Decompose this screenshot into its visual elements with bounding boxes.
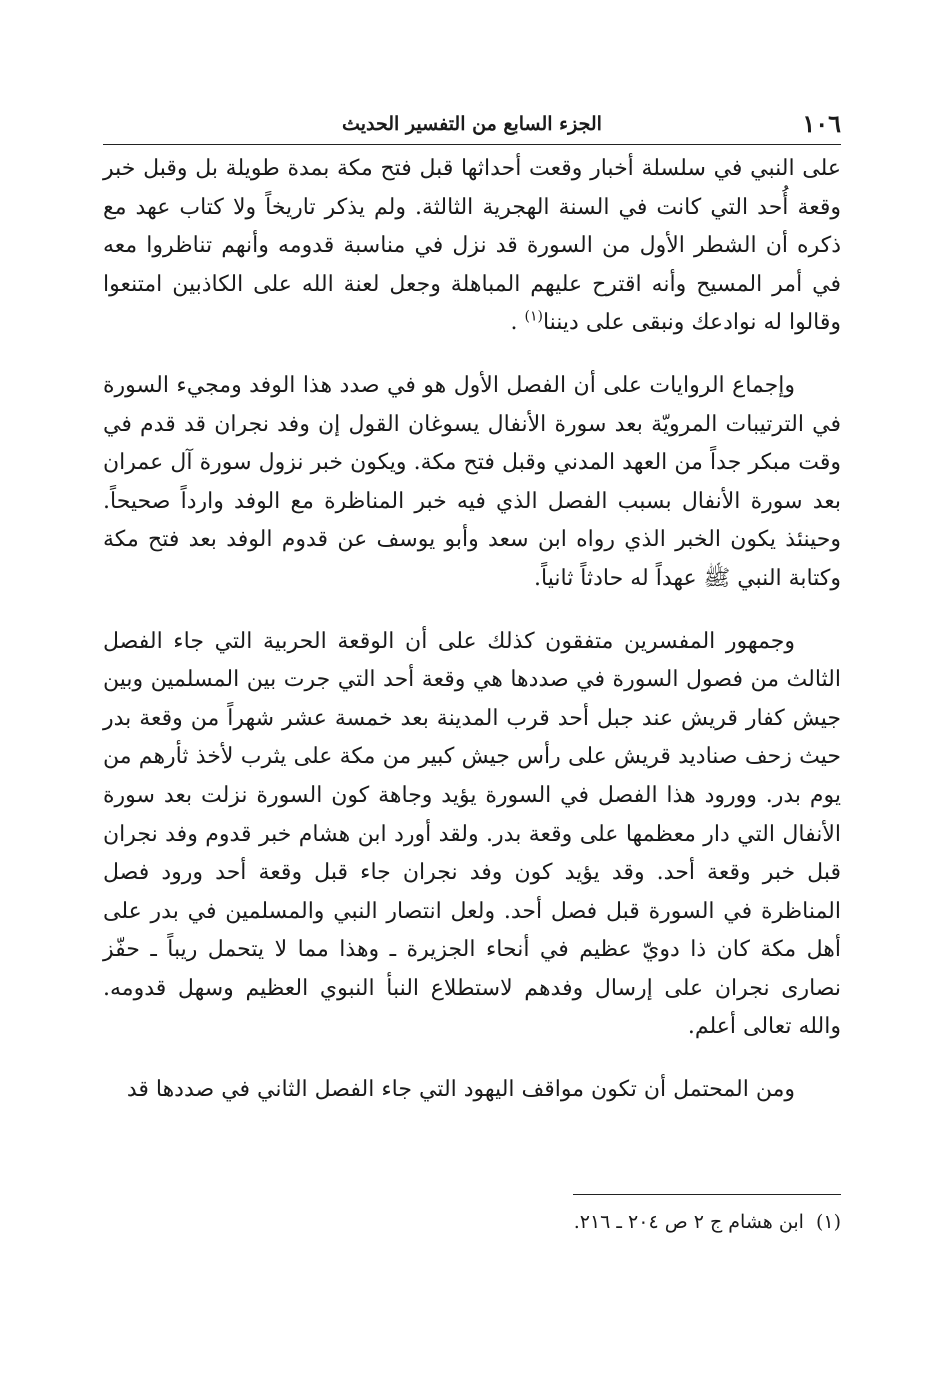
- footnote: [103, 1208, 841, 1236]
- footnote-text: ابن هشام ج ٢ ص ٢٠٤ ـ ٢١٦.: [573, 1211, 804, 1233]
- page-number: ١٠٦: [802, 109, 841, 138]
- footnote-marker: (١): [815, 1211, 841, 1233]
- paragraph-1: [103, 150, 841, 343]
- paragraph-1-text: على النبي في سلسلة أخبار وقعت أحداثها قبل فتح مكة بمدة طويلة بل وقبل خبر وقعة أُحد التي كانت في السنة الهجرية الثالثة. ولم يذكر تاريخاً ولا كتاب عهد مع ذكره أن الشطر الأول من السورة قد نزل في مناسبة قدومه وأنهم تناظروا معه في أمر المسيح وأنه اقترح عليهم المباهلة وجعل لعنة الله على الكاذبين امتنعوا وقالوا له نوادعك ونبقى على ديننا: [103, 156, 841, 336]
- running-title: الجزء السابع من التفسير الحديث: [342, 113, 602, 135]
- paragraph-2: وإجماع الروايات على أن الفصل الأول هو في صدد هذا الوفد ومجيء السورة في الترتيبات المرويّة بعد سورة الأنفال يسوغان القول إن وفد نجران قد قدم في وقت مبكر جداً من العهد المدني وقبل فتح مكة. ويكون خبر نزول سورة آل عمران بعد سورة الأنفال بسبب الفصل الذي فيه خبر المناظرة مع الوفد وارداً صحيحاً. وحينئذ يكون الخبر الذي رواه ابن سعد وأبو يوسف عن قدوم الوفد بعد فتح مكة وكتابة النبي ﷺ عهداً له حادثاً ثانياً.: [103, 372, 841, 591]
- footnote-rule: [573, 1194, 841, 1195]
- paragraph-3: وجمهور المفسرين متفقون كذلك على أن الوقعة الحربية التي جاء الفصل الثالث من فصول السورة في صددها هي وقعة أحد التي جرت بين المسلمين وبين جيش كفار قريش عند جبل أحد قرب المدينة بعد خمسة عشر شهراً من وقعة بدر حيث زحف صناديد قريش على رأس جيش كبير من مكة على يثرب لأخذ ثأرهم من يوم بدر. وورود هذا الفصل في السورة يؤيد وجاهة كون السورة نزلت بعد سورة الأنفال التي دار معظمها على وقعة بدر. ولقد أورد ابن هشام خبر قدوم وفد نجران قبل خبر وقعة أحد. وقد يؤيد كون وفد نجران جاء قبل وقعة أحد ورود فصل المناظرة في السورة قبل فصل أحد. ولعل انتصار النبي والمسلمين في بدر على أهل مكة كان ذا دويّ عظيم في أنحاء الجزيرة ـ وهذا مما لا يتحمل ريباً ـ حفّز نصارى نجران على إرسال وفدهم لاستطلاع النبأ النبوي العظيم وسهل قدومه. والله تعالى أعلم.: [103, 628, 841, 1040]
- page-header: [103, 108, 841, 144]
- header-rule: [103, 144, 841, 145]
- footnote-reference: (١): [524, 309, 543, 326]
- paragraph-4: ومن المحتمل أن تكون مواقف اليهود التي جاء الفصل الثاني في صددها قد: [126, 1077, 795, 1103]
- paragraph-1-ending: .: [510, 310, 518, 336]
- body-text: [103, 150, 841, 1134]
